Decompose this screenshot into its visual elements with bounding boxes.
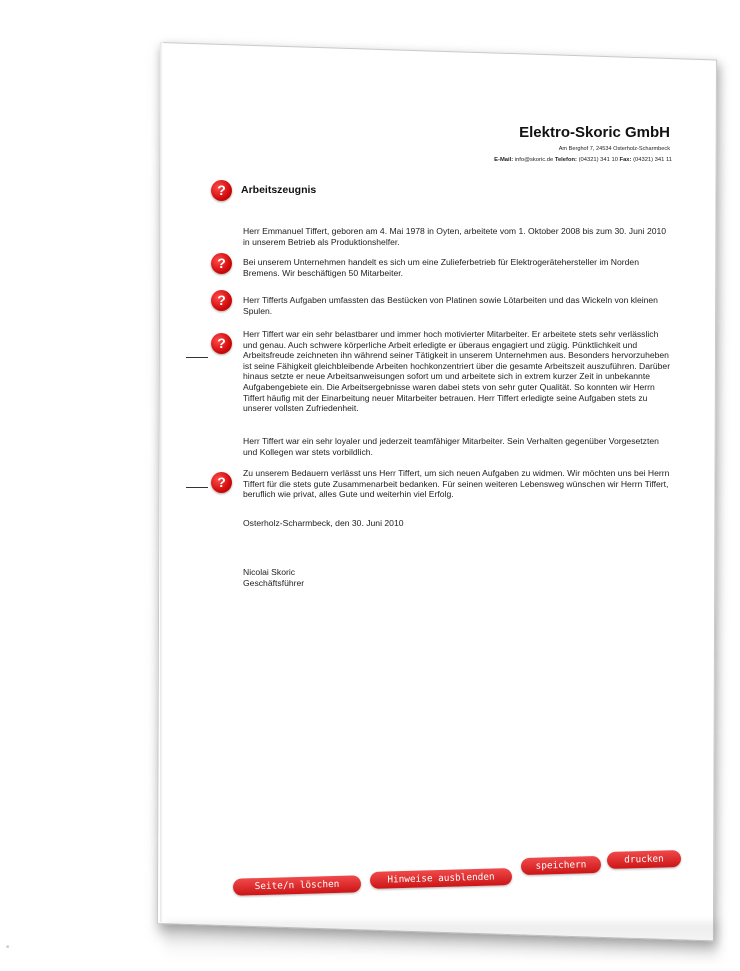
print-button[interactable]: drucken [607,850,681,869]
delete-pages-button[interactable]: Seite/n löschen [233,875,361,896]
document-title: Arbeitszeugnis [241,184,317,196]
hint-connector-line [186,487,208,488]
place-and-date: Osterholz-Scharmbeck, den 30. Juni 2010 [243,518,404,528]
signature-name: Nicolai Skoric [243,567,296,577]
paragraph-company: Bei unserem Unternehmen handelt es sich um eine Zulieferbetrieb für Elektrogerätehersteller im Norden Bremens. Wir beschäftigen 50 Mitarbeiter. [243,257,639,278]
company-name: Elektro-Skoric GmbH [519,124,670,141]
signature-role: Geschäftsführer [243,578,305,588]
hint-question-icon[interactable]: ? [211,253,232,274]
save-button[interactable]: speichern [521,856,601,875]
hint-question-icon[interactable]: ? [211,290,232,311]
phone-label: Telefon: [554,157,577,163]
paragraph-conduct: Herr Tiffert war ein sehr loyaler und jederzeit teamfähiger Mitarbeiter. Sein Verhalten gegenüber Vorgesetzten und Kollegen war stets vorbildlich. [243,436,659,457]
company-contact [430,157,672,163]
company-address: Am Berghof 7, 24534 Osterholz-Scharmbeck [558,146,670,152]
hint-connector-line [186,357,208,358]
paragraph-farewell: Zu unserem Bedauern verlässt uns Herr Tiffert, um sich neuen Aufgaben zu widmen. Wir möchten uns bei Herrn Tiffert für die stets gute Zusammenarbeit bedanken. Für seinen weiteren Lebensweg wünschen wir Herrn Tiffert, beruflich wie privat, alles Gute und weiterhin viel Erfolg. [243,468,670,500]
phone-value: (04321) 341 10 [578,157,618,163]
fax-label: Fax: [619,157,632,163]
hint-question-icon[interactable]: ? [211,472,232,493]
email-value: info@skoric.de [514,157,554,163]
hint-question-icon[interactable]: ? [211,333,232,354]
hide-hints-button[interactable]: Hinweise ausblenden [370,868,512,889]
hint-question-icon[interactable]: ? [211,180,232,201]
paragraph-performance: Herr Tiffert war ein sehr belastbarer und immer hoch motivierter Mitarbeiter. Er arbeitete stets sehr verlässlich und genau. Auch schwere körperliche Arbeit erledigte er überaus engagiert und zügig. Pünktlichkeit und Arbeitsfreude zeichneten ihn während seiner Tätigkeit in unserem Unternehmen aus. Besonders hervorzuheben ist seine Fähigkeit gleichbleibende Arbeiten hochkonzentriert über die gesamte Arbeitszeit auszuführen. Darüber hinaus setzte er neue Arbeitsanweisungen sofort um und arbeitete sich in extrem kurzer Zeit in unbekannte Aufgabengebiete ein. Die Arbeitsergebnisse waren dabei stets von sehr guter Qualität. So konnten wir Herrn Tiffert häufig mit der Einarbeitung neuer Mitarbeiter betrauen. Herr Tiffert erledigte seine Aufgaben stets zu unserer vollsten Zufriedenheit. [243,329,671,414]
paragraph-employment: Herr Emmanuel Tiffert, geboren am 4. Mai 1978 in Oyten, arbeitete vom 1. Oktober 2008 bis zum 30. Juni 2010 in unserem Betrieb als Produktionshelfer. [243,226,667,247]
paragraph-tasks: Herr Tifferts Aufgaben umfassten das Bestücken von Platinen sowie Lötarbeiten und das Wickeln von kleinen Spulen. [243,295,658,316]
email-label: E-Mail: [494,157,514,163]
fax-value: (04321) 341 11 [633,157,672,163]
watermark-mark: ■ [6,944,10,950]
